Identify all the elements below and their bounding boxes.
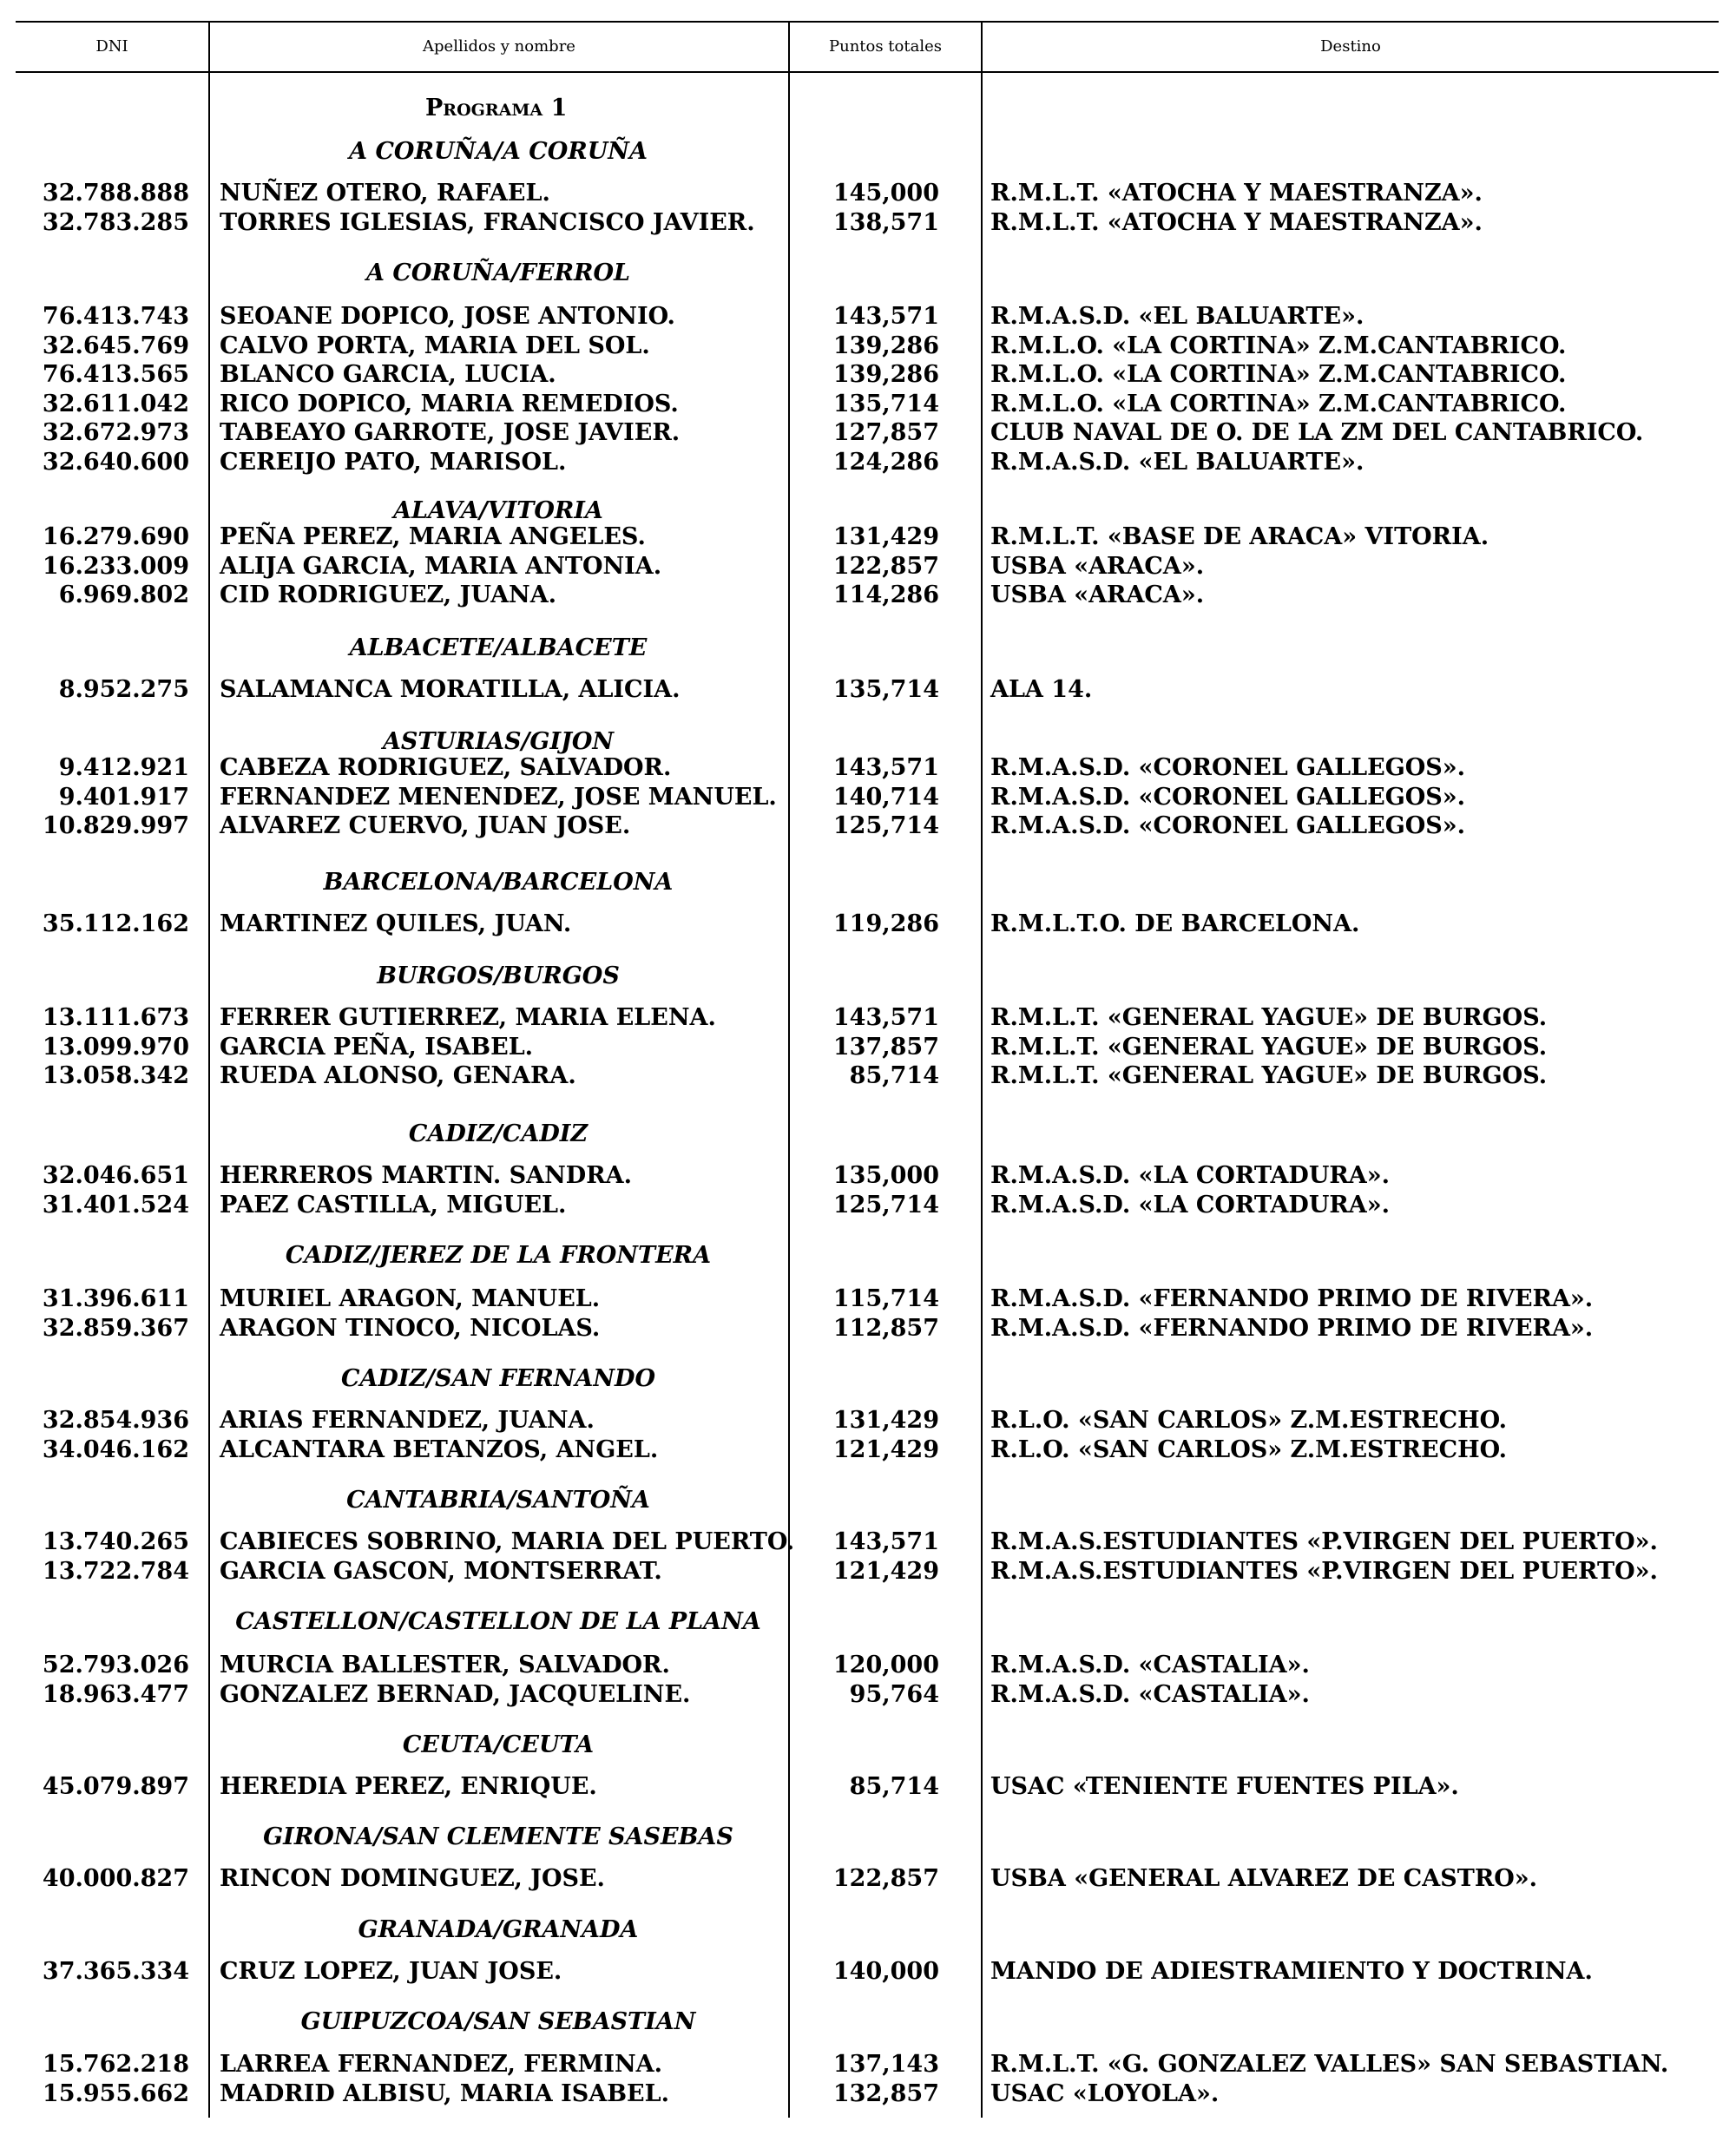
cell-dni: 32.672.973 (42, 419, 189, 446)
section-heading: CEUTA/CEUTA (402, 1731, 595, 1758)
table-row (0, 418, 1736, 447)
cell-dni: 31.401.524 (42, 1192, 189, 1219)
section-heading: ASTURIAS/GIJON (382, 728, 615, 755)
cell-destination: R.M.A.S.D. «CASTALIA». (990, 1681, 1310, 1708)
cell-destination: R.M.L.T. «GENERAL YAGUE» DE BURGOS. (990, 1062, 1548, 1089)
table-row (0, 522, 1736, 551)
cell-points: 143,571 (832, 303, 939, 330)
cell-points: 140,000 (832, 1958, 939, 1985)
cell-destination: MANDO DE ADIESTRAMIENTO Y DOCTRINA. (990, 1958, 1593, 1985)
cell-destination: R.M.L.T. «G. GONZALEZ VALLES» SAN SEBASTIAN. (990, 2051, 1669, 2078)
cell-dni: 35.112.162 (42, 910, 189, 937)
cell-name: SEOANE DOPICO, JOSE ANTONIO. (220, 303, 675, 330)
cell-destination: CLUB NAVAL DE O. DE LA ZM DEL CANTABRICO. (990, 419, 1644, 446)
cell-points: 131,429 (832, 1407, 939, 1434)
cell-points: 125,714 (832, 1192, 939, 1219)
header-destination: Destino (1320, 37, 1381, 56)
cell-destination: R.M.A.S.D. «FERNANDO PRIMO DE RIVERA». (990, 1285, 1594, 1312)
table-row (0, 2079, 1736, 2108)
table-row (0, 179, 1736, 207)
cell-dni: 76.413.565 (42, 361, 189, 388)
cell-dni: 16.233.009 (42, 553, 189, 580)
table-row (0, 332, 1736, 360)
table-row (0, 552, 1736, 581)
cell-points: 132,857 (832, 2080, 939, 2107)
cell-dni: 32.640.600 (42, 449, 189, 476)
cell-destination: R.M.L.T.O. DE BARCELONA. (990, 910, 1360, 937)
table-row (0, 1314, 1736, 1343)
cell-dni: 31.396.611 (42, 1285, 189, 1312)
cell-name: ALIJA GARCIA, MARIA ANTONIA. (220, 553, 662, 580)
table-row (0, 753, 1736, 782)
cell-dni: 10.829.997 (42, 812, 189, 839)
cell-dni: 16.279.690 (42, 523, 189, 550)
cell-points: 135,714 (832, 391, 939, 417)
cell-name: CID RODRIGUEZ, JUANA. (220, 581, 557, 608)
header-name: Apellidos y nombre (423, 37, 575, 56)
cell-name: RUEDA ALONSO, GENARA. (220, 1062, 576, 1089)
cell-dni: 15.762.218 (42, 2051, 189, 2078)
cell-dni: 13.722.784 (42, 1558, 189, 1585)
cell-points: 139,286 (832, 361, 939, 388)
cell-name: LARREA FERNANDEZ, FERMINA. (220, 2051, 662, 2078)
cell-destination: R.M.A.S.ESTUDIANTES «P.VIRGEN DEL PUERTO». (990, 1528, 1658, 1555)
cell-name: MURIEL ARAGON, MANUEL. (220, 1285, 601, 1312)
cell-dni: 32.859.367 (42, 1315, 189, 1342)
cell-destination: USBA «GENERAL ALVAREZ DE CASTRO». (990, 1865, 1538, 1892)
cell-points: 143,571 (832, 1004, 939, 1031)
cell-name: MADRID ALBISU, MARIA ISABEL. (220, 2080, 669, 2107)
cell-dni: 32.645.769 (42, 332, 189, 359)
cell-points: 145,000 (832, 180, 939, 207)
cell-points: 125,714 (832, 812, 939, 839)
cell-points: 139,286 (832, 332, 939, 359)
cell-dni: 32.788.888 (42, 180, 189, 207)
cell-name: ARAGON TINOCO, NICOLAS. (220, 1315, 601, 1342)
section-heading: CASTELLON/CASTELLON DE LA PLANA (235, 1608, 761, 1635)
cell-dni: 8.952.275 (58, 676, 189, 703)
cell-destination: R.M.A.S.D. «CORONEL GALLEGOS». (990, 812, 1466, 839)
cell-points: 115,714 (832, 1285, 939, 1312)
cell-name: GARCIA PEÑA, ISABEL. (220, 1034, 534, 1061)
table-row (0, 302, 1736, 331)
table-row (0, 390, 1736, 418)
cell-destination: USBA «ARACA». (990, 553, 1205, 580)
cell-points: 140,714 (832, 784, 939, 811)
section-heading: GRANADA/GRANADA (358, 1916, 639, 1943)
cell-dni: 32.783.285 (42, 209, 189, 236)
cell-name: NUÑEZ OTERO, RAFAEL. (220, 180, 550, 207)
cell-name: CEREIJO PATO, MARISOL. (220, 449, 567, 476)
section-heading: CADIZ/CADIZ (408, 1120, 589, 1147)
table-row (0, 910, 1736, 938)
cell-points: 138,571 (832, 209, 939, 236)
cell-name: RINCON DOMINGUEZ, JOSE. (220, 1865, 605, 1892)
cell-name: ARIAS FERNANDEZ, JUANA. (220, 1407, 595, 1434)
cell-name: SALAMANCA MORATILLA, ALICIA. (220, 676, 681, 703)
cell-dni: 32.046.651 (42, 1162, 189, 1189)
cell-destination: USBA «ARACA». (990, 581, 1205, 608)
cell-name: TABEAYO GARROTE, JOSE JAVIER. (220, 419, 681, 446)
cell-name: ALVAREZ CUERVO, JUAN JOSE. (220, 812, 631, 839)
cell-points: 112,857 (832, 1315, 939, 1342)
cell-destination: R.M.L.O. «LA CORTINA» Z.M.CANTABRICO. (990, 332, 1567, 359)
cell-points: 124,286 (832, 449, 939, 476)
cell-dni: 52.793.026 (42, 1652, 189, 1678)
cell-destination: R.M.A.S.D. «EL BALUARTE». (990, 303, 1364, 330)
cell-name: TORRES IGLESIAS, FRANCISCO JAVIER. (220, 209, 755, 236)
cell-dni: 37.365.334 (42, 1958, 189, 1985)
cell-name: CRUZ LOPEZ, JUAN JOSE. (220, 1958, 562, 1985)
table-row (0, 1435, 1736, 1464)
section-heading: ALBACETE/ALBACETE (349, 634, 648, 661)
table-row (0, 581, 1736, 609)
cell-destination: R.M.L.T. «GENERAL YAGUE» DE BURGOS. (990, 1034, 1548, 1061)
section-heading: A CORUÑA/FERROL (366, 259, 630, 286)
cell-destination: R.M.A.S.D. «LA CORTADURA». (990, 1192, 1391, 1219)
table-row (0, 1527, 1736, 1556)
cell-dni: 76.413.743 (42, 303, 189, 330)
cell-points: 135,000 (832, 1162, 939, 1189)
header-dni: DNI (95, 37, 128, 56)
cell-destination: R.M.A.S.D. «CORONEL GALLEGOS». (990, 754, 1466, 781)
table-row (0, 675, 1736, 704)
cell-destination: USAC «TENIENTE FUENTES PILA». (990, 1773, 1459, 1800)
section-heading: ALAVA/VITORIA (393, 497, 603, 524)
header-points: Puntos totales (828, 37, 942, 56)
table-row (0, 448, 1736, 476)
cell-dni: 13.740.265 (42, 1528, 189, 1555)
cell-points: 114,286 (832, 581, 939, 608)
cell-dni: 6.969.802 (58, 581, 189, 608)
cell-points: 95,764 (849, 1681, 939, 1708)
cell-destination: R.M.A.S.D. «LA CORTADURA». (990, 1162, 1391, 1189)
cell-dni: 13.058.342 (42, 1062, 189, 1089)
cell-dni: 18.963.477 (42, 1681, 189, 1708)
table-row (0, 811, 1736, 840)
cell-dni: 34.046.162 (42, 1436, 189, 1463)
cell-points: 143,571 (832, 1528, 939, 1555)
table-row (0, 1003, 1736, 1032)
cell-name: HEREDIA PEREZ, ENRIQUE. (220, 1773, 597, 1800)
cell-points: 122,857 (832, 1865, 939, 1892)
table-row (0, 1864, 1736, 1893)
cell-points: 131,429 (832, 523, 939, 550)
table-row (0, 1680, 1736, 1709)
cell-points: 127,857 (832, 419, 939, 446)
table-row (0, 1191, 1736, 1219)
cell-destination: R.M.L.O. «LA CORTINA» Z.M.CANTABRICO. (990, 391, 1567, 417)
table-row (0, 208, 1736, 237)
cell-name: MARTINEZ QUILES, JUAN. (220, 910, 572, 937)
cell-name: CALVO PORTA, MARIA DEL SOL. (220, 332, 650, 359)
cell-points: 143,571 (832, 754, 939, 781)
cell-points: 85,714 (849, 1773, 939, 1800)
cell-points: 137,857 (832, 1034, 939, 1061)
cell-name: CABEZA RODRIGUEZ, SALVADOR. (220, 754, 672, 781)
cell-name: GARCIA GASCON, MONTSERRAT. (220, 1558, 662, 1585)
cell-destination: R.M.A.S.D. «CORONEL GALLEGOS». (990, 784, 1466, 811)
table-row (0, 1061, 1736, 1090)
cell-dni: 9.401.917 (58, 784, 189, 811)
cell-name: CABIECES SOBRINO, MARIA DEL PUERTO. (220, 1528, 795, 1555)
cell-points: 120,000 (832, 1652, 939, 1678)
section-heading: GIRONA/SAN CLEMENTE SASEBAS (263, 1823, 733, 1850)
program-label: Programa 1 (425, 95, 568, 122)
header-bottom-rule (16, 71, 1719, 73)
cell-destination: ALA 14. (990, 676, 1093, 703)
table-row (0, 360, 1736, 389)
table-row (0, 1651, 1736, 1679)
cell-points: 122,857 (832, 553, 939, 580)
section-heading: GUIPUZCOA/SAN SEBASTIAN (300, 2008, 696, 2035)
section-heading: CADIZ/SAN FERNANDO (340, 1365, 655, 1392)
cell-name: HERREROS MARTIN. SANDRA. (220, 1162, 633, 1189)
cell-destination: R.M.A.S.D. «FERNANDO PRIMO DE RIVERA». (990, 1315, 1594, 1342)
cell-dni: 32.854.936 (42, 1407, 189, 1434)
cell-points: 121,429 (832, 1436, 939, 1463)
cell-dni: 15.955.662 (42, 2080, 189, 2107)
cell-destination: R.M.L.T. «ATOCHA Y MAESTRANZA». (990, 209, 1483, 236)
cell-destination: USAC «LOYOLA». (990, 2080, 1220, 2107)
cell-points: 137,143 (832, 2051, 939, 2078)
section-heading: CANTABRIA/SANTOÑA (346, 1487, 650, 1514)
cell-destination: R.M.L.T. «ATOCHA Y MAESTRANZA». (990, 180, 1483, 207)
cell-points: 121,429 (832, 1558, 939, 1585)
table-row (0, 1406, 1736, 1435)
cell-points: 85,714 (849, 1062, 939, 1089)
table-row (0, 2050, 1736, 2079)
cell-dni: 13.111.673 (42, 1004, 189, 1031)
cell-destination: R.M.A.S.ESTUDIANTES «P.VIRGEN DEL PUERTO». (990, 1558, 1658, 1585)
cell-destination: R.M.L.T. «GENERAL YAGUE» DE BURGOS. (990, 1004, 1548, 1031)
cell-name: GONZALEZ BERNAD, JACQUELINE. (220, 1681, 691, 1708)
cell-destination: R.M.L.O. «LA CORTINA» Z.M.CANTABRICO. (990, 361, 1567, 388)
cell-name: FERRER GUTIERREZ, MARIA ELENA. (220, 1004, 716, 1031)
cell-name: RICO DOPICO, MARIA REMEDIOS. (220, 391, 679, 417)
table-row (0, 1557, 1736, 1586)
cell-destination: R.L.O. «SAN CARLOS» Z.M.ESTRECHO. (990, 1407, 1507, 1434)
table-row (0, 1284, 1736, 1313)
cell-name: PAEZ CASTILLA, MIGUEL. (220, 1192, 567, 1219)
table-row (0, 1772, 1736, 1801)
section-heading: A CORUÑA/A CORUÑA (349, 138, 648, 165)
table-row (0, 1033, 1736, 1061)
cell-name: FERNANDEZ MENENDEZ, JOSE MANUEL. (220, 784, 777, 811)
section-heading: BURGOS/BURGOS (377, 962, 620, 989)
cell-name: ALCANTARA BETANZOS, ANGEL. (220, 1436, 659, 1463)
table-row (0, 1957, 1736, 1986)
cell-destination: R.M.A.S.D. «CASTALIA». (990, 1652, 1310, 1678)
cell-destination: R.M.L.T. «BASE DE ARACA» VITORIA. (990, 523, 1489, 550)
cell-dni: 40.000.827 (42, 1865, 189, 1892)
cell-name: MURCIA BALLESTER, SALVADOR. (220, 1652, 670, 1678)
cell-points: 135,714 (832, 676, 939, 703)
cell-destination: R.L.O. «SAN CARLOS» Z.M.ESTRECHO. (990, 1436, 1507, 1463)
table-row (0, 783, 1736, 811)
section-heading: CADIZ/JEREZ DE LA FRONTERA (285, 1242, 712, 1269)
cell-dni: 32.611.042 (42, 391, 189, 417)
cell-name: PEÑA PEREZ, MARIA ANGELES. (220, 523, 646, 550)
cell-dni: 13.099.970 (42, 1034, 189, 1061)
cell-dni: 45.079.897 (42, 1773, 189, 1800)
cell-destination: R.M.A.S.D. «EL BALUARTE». (990, 449, 1364, 476)
cell-dni: 9.412.921 (58, 754, 189, 781)
cell-name: BLANCO GARCIA, LUCIA. (220, 361, 556, 388)
cell-points: 119,286 (832, 910, 939, 937)
table-row (0, 1161, 1736, 1190)
section-heading: BARCELONA/BARCELONA (323, 869, 674, 896)
